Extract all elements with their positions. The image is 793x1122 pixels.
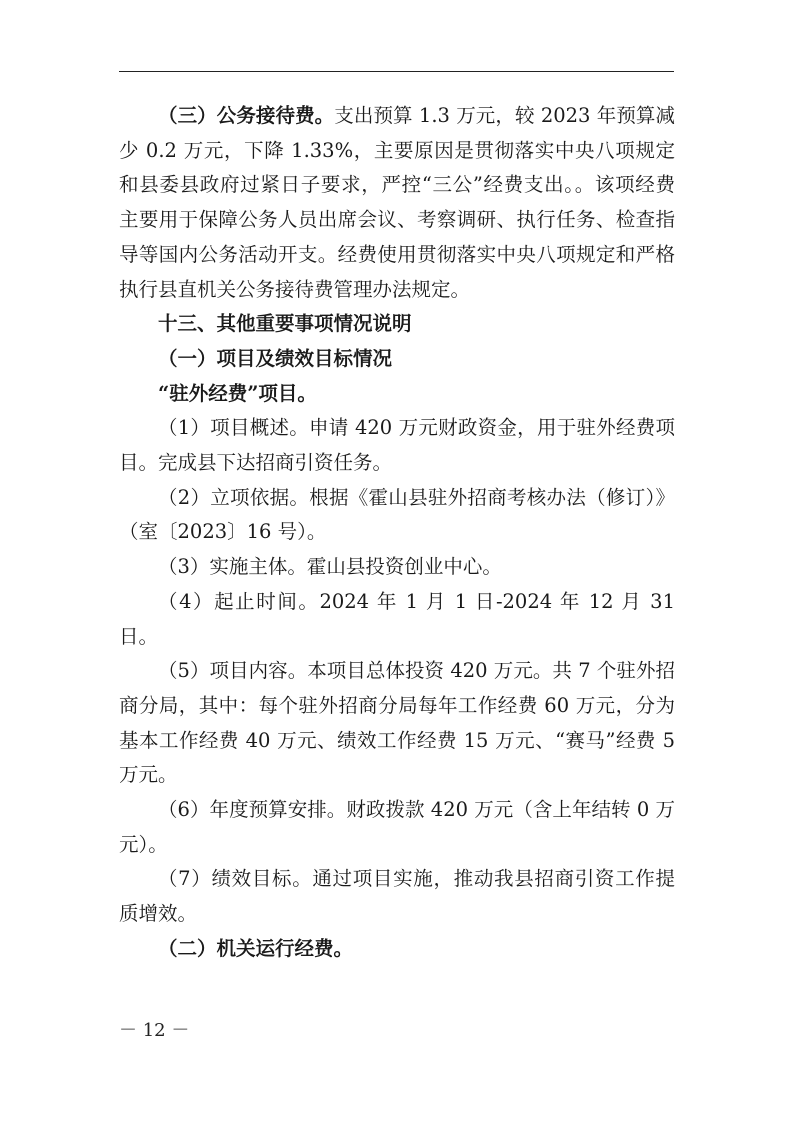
project-title: “驻外经费”项目。: [158, 381, 317, 405]
item-budget: （6）年度预算安排。财政拨款 420 万元（含上年结转 0 万元）。: [119, 798, 675, 856]
subsection-2-heading: （二）机关运行经费。: [158, 936, 354, 960]
item-overview: （1）项目概述。申请 420 万元财政资金，用于驻外经费项目。完成县下达招商引资任务。: [119, 416, 675, 475]
section-13-heading: 十三、其他重要事项情况说明: [158, 312, 412, 336]
subsection-1-heading: （一）项目及绩效目标情况: [158, 346, 393, 370]
item-implementer: （3）实施主体。霍山县投资创业中心。: [158, 555, 502, 579]
reception-fee-text: 支出预算 1.3 万元，较 2023 年预算减少 0.2 万元，下降 1.33%，主要原因是贯彻落实中央八项规定和县委县政府过紧日子要求，严控“三公”经费支出。。该项经费主要用于保障公务人员出席会议、考察调研、执行任务、检查指导等国内公务活动开支。经费使用贯彻落实中央八项规定和严格执行县直机关公务接待费管理办法规定。: [119, 104, 675, 301]
page-number: － 12 －: [119, 1020, 190, 1041]
document-body: [119, 99, 675, 967]
header-rule: [119, 71, 674, 72]
reception-fee-label: （三）公务接待费。: [158, 104, 335, 127]
item-period: （4）起止时间。2024 年 1 月 1 日-2024 年 12 月 31 日。: [119, 589, 675, 648]
item-basis: （2）立项依据。根据《霍山县驻外招商考核办法（修订）》（室〔2023〕16 号）。: [119, 485, 675, 544]
item-goal: （7）绩效目标。通过项目实施，推动我县招商引资工作提质增效。: [119, 867, 675, 926]
reception-fee-paragraph: [119, 99, 675, 307]
item-content: （5）项目内容。本项目总体投资 420 万元。共 7 个驻外招商分局，其中：每个驻外招商分局每年工作经费 60 万元，分为基本工作经费 40 万元、绩效工作经费 15 万元、“赛马”经费 5 万元。: [119, 659, 675, 787]
